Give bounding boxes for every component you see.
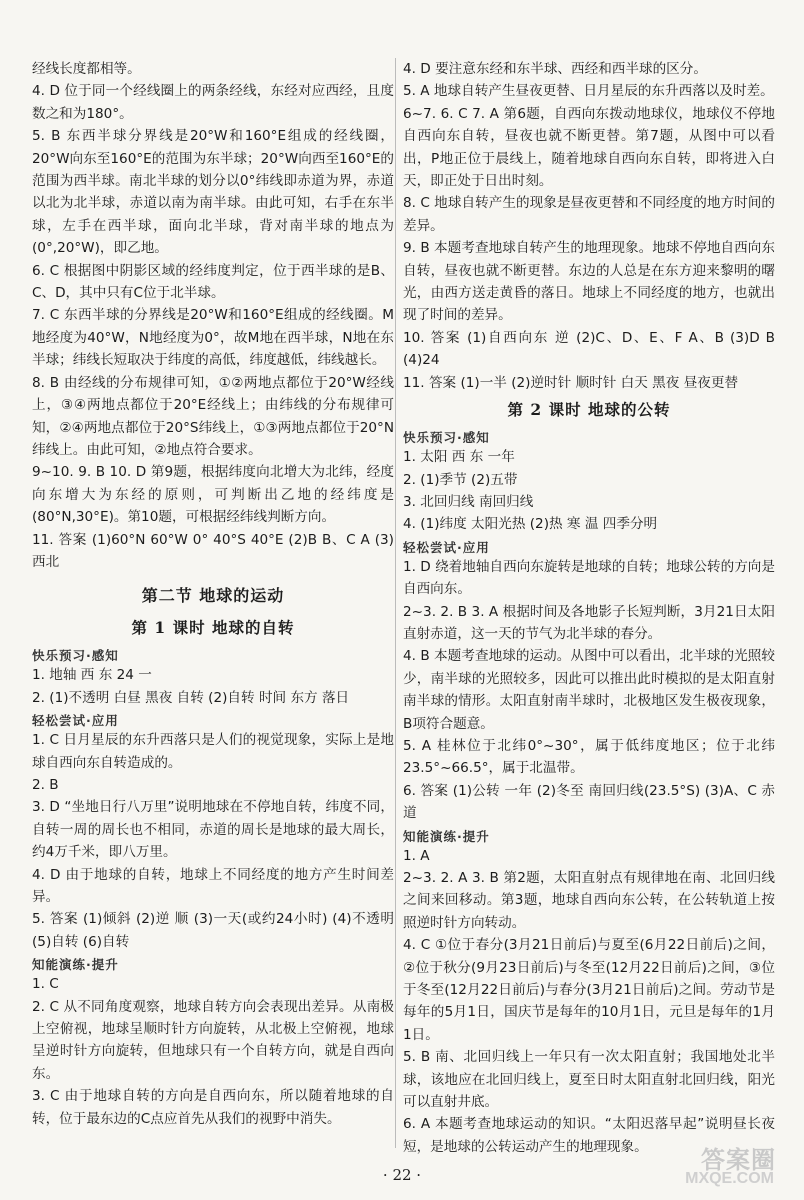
subsection-label: 知能演练·提升	[32, 957, 119, 973]
answer-item: 4. C ①位于春分(3月21日前后)与夏至(6月22日前后)之间，②位于秋分(9月23日前后)与冬至(12月22日前后)之间，③位于冬至(12月22日前后)与春分(3月21日前后)之间。劳动节是每年的5月1日，国庆节是每年的10月1日，元旦是每年的1月1日。	[403, 937, 775, 1043]
answer-item: 1. 太阳 西 东 一年	[403, 449, 515, 466]
right-column	[403, 58, 775, 1158]
answer-item: 8. C 地球自转产生的现象是昼夜更替和不同经度的地方时间的差异。	[403, 195, 775, 234]
answer-item: 6. A 本题考查地球运动的知识。“太阳迟落早起”说明昼长夜短，是地球的公转运动产生的地理现象。	[403, 1116, 775, 1155]
column-divider	[395, 58, 396, 1148]
answer-item: 2. (1)季节 (2)五带	[403, 471, 518, 488]
answer-item: 6. C 根据图中阴影区域的经纬度判定，位于西半球的是B、C、D，其中只有C位于北半球。	[32, 262, 394, 302]
subsection-label: 轻松尝试·应用	[403, 539, 490, 555]
subsection-label: 知能演练·提升	[403, 828, 490, 844]
lesson-heading: 第 2 课时 地球的公转	[507, 400, 671, 420]
answer-item: 1. D 绕着地轴自西向东旋转是地球的自转；地球公转的方向是自西向东。	[403, 558, 775, 598]
answer-item: 11. 答案 (1)60°N 60°W 0° 40°S 40°E (2)B B、C A (3)西北	[32, 531, 394, 570]
answer-item: 3. 北回归线 南回归线	[403, 493, 534, 510]
watermark-logo: 答案圈	[701, 1147, 776, 1174]
lesson-heading: 第 1 课时 地球的自转	[131, 618, 295, 638]
answer-item: 4. (1)纬度 太阳光热 (2)热 寒 温 四季分明	[403, 516, 658, 533]
answer-item: 6. 答案 (1)公转 一年 (2)冬至 南回归线(23.5°S) (3)A、C 赤道	[403, 782, 775, 822]
answer-item: 5. A 桂林位于北纬0°~30°，属于低纬度地区；位于北纬23.5°~66.5°，属于北温带。	[403, 737, 775, 777]
answer-item: 4. D 由于地球的自转，地球上不同经度的地方产生时间差异。	[32, 866, 394, 905]
subsection-label: 快乐预习·感知	[32, 648, 119, 664]
answer-item: 2. B	[32, 776, 59, 793]
subsection-label: 轻松尝试·应用	[32, 713, 119, 729]
answer-item: 1. A	[403, 847, 430, 864]
answer-item: 8. B 由经线的分布规律可知，①②两地点都位于20°W经线上，③④两地点都位于20°E经线上；由纬线的分布规律可知，②④两地点都位于20°S纬线上，①③两地点都位于20°N纬线上。由此可知，②地点符合要求。	[32, 374, 394, 458]
answer-item: 2~3. 2. A 3. B 第2题，太阳直射点有规律地在南、北回归线之间来回移动。第3题，地球自西向东公转，在公转轨道上按照逆时针方向转动。	[403, 870, 775, 931]
answer-item: 4. B 本题考查地球的运动。从图中可以看出，北半球的光照较少，南半球的光照较多，因此可以推出此时模拟的是太阳直射南半球的情形。太阳直射南半球时，北极地区发生极夜现象，B项符合题意。	[403, 648, 775, 732]
answer-item: 9. B 本题考查地球自转产生的地理现象。地球不停地自西向东自转，昼夜也就不断更替。东边的人总是在东方迎来黎明的曙光，由西方送走黄昏的落日。地球上不同经度的地方，也就出现了时间的差异。	[403, 240, 775, 324]
answer-item: 10. 答案 (1)自西向东 逆 (2)C、D、E、F A、B (3)D B (4)24	[403, 329, 775, 369]
answer-item: 3. C 由于地球自转的方向是自西向东，所以随着地球的自转，位于最东边的C点应首先从我们的视野中消失。	[32, 1088, 394, 1127]
answer-item: 11. 答案 (1)一半 (2)逆时针 顺时针 白天 黑夜 昼夜更替	[403, 374, 739, 391]
answer-item: 2. (1)不透明 白昼 黑夜 自转 (2)自转 时间 东方 落日	[32, 689, 350, 706]
answer-item: 2. C 从不同角度观察，地球自转方向会表现出差异。从南极上空俯视，地球呈顺时针方向旋转，从北极上空俯视，地球呈逆时针方向旋转，但地球只有一个自转方向，就是自西向东。	[32, 998, 394, 1082]
answer-item: 5. 答案 (1)倾斜 (2)逆 顺 (3)一天(或约24小时) (4)不透明 (5)自转 (6)自转	[32, 911, 394, 950]
answer-item: 5. B 南、北回归线上一年只有一次太阳直射；我国地处北半球，该地应在北回归线上，夏至日时太阳直射北回归线，阳光可以直射井底。	[403, 1049, 775, 1111]
answer-item: 3. D “坐地日行八万里”说明地球在不停地自转，纬度不同，自转一周的周长也不相同，赤道的周长是地球的最大周长，约4万千米，即八万里。	[32, 799, 394, 861]
answer-item: 4. D 位于同一个经线圈上的两条经线，东经对应西经，且度数之和为180°。	[32, 83, 394, 122]
page-number: · 22 ·	[382, 1166, 422, 1184]
answer-item: 1. C 日月星辰的东升西落只是人们的视觉现象，实际上是地球自西向东自转造成的。	[32, 732, 394, 771]
answer-item: 1. C	[32, 976, 59, 993]
answer-item: 9~10. 9. B 10. D 第9题，根据纬度向北增大为北纬，经度向东增大为东经的原则，可判断出乙地的经纬度是(80°N,30°E)。第10题，可根据经纬线判断方向。	[32, 464, 394, 526]
subsection-label: 快乐预习·感知	[403, 430, 490, 446]
left-column	[32, 58, 394, 1130]
answer-item: 5. B 东西半球分界线是20°W和160°E组成的经线圈，20°W向东至160°E的范围为东半球；20°W向西至160°E的范围为西半球。南北半球的划分以0°纬线即赤道为界，赤道以北为北半球，赤道以南为南半球。由此可知，右手在东半球，左手在西半球，面向北半球，背对南半球的地点为(0°,20°W)，即乙地。	[32, 128, 394, 257]
answer-item: 6~7. 6. C 7. A 第6题，自西向东拨动地球仪，地球仪不停地自西向东自转，昼夜也就不断更替。第7题，从图中可以看出，P地正位于晨线上，随着地球自西向东自转，即将进入白天，即正处于日出时刻。	[403, 105, 775, 190]
answer-item: 4. D 要注意东经和东半球、西经和西半球的区分。	[403, 61, 707, 77]
watermark-url: MXQE.COM	[685, 1170, 774, 1187]
answer-item: 1. 地轴 西 东 24 一	[32, 667, 152, 684]
answer-item: 经线长度都相等。	[32, 61, 141, 77]
section-heading: 第二节 地球的运动	[141, 586, 285, 606]
answer-item: 2~3. 2. B 3. A 根据时间及各地影子长短判断，3月21日太阳直射赤道，这一天的节气为北半球的春分。	[403, 603, 775, 642]
answer-item: 7. C 东西半球的分界线是20°W和160°E组成的经线圈。M地经度为40°W，N地经度为0°，故M地在西半球，N地在东半球；纬线长短取决于纬度的高低，纬度越低，纬线越长。	[32, 307, 394, 369]
answer-item: 5. A 地球自转产生昼夜更替、日月星辰的东升西落以及时差。	[403, 83, 774, 100]
